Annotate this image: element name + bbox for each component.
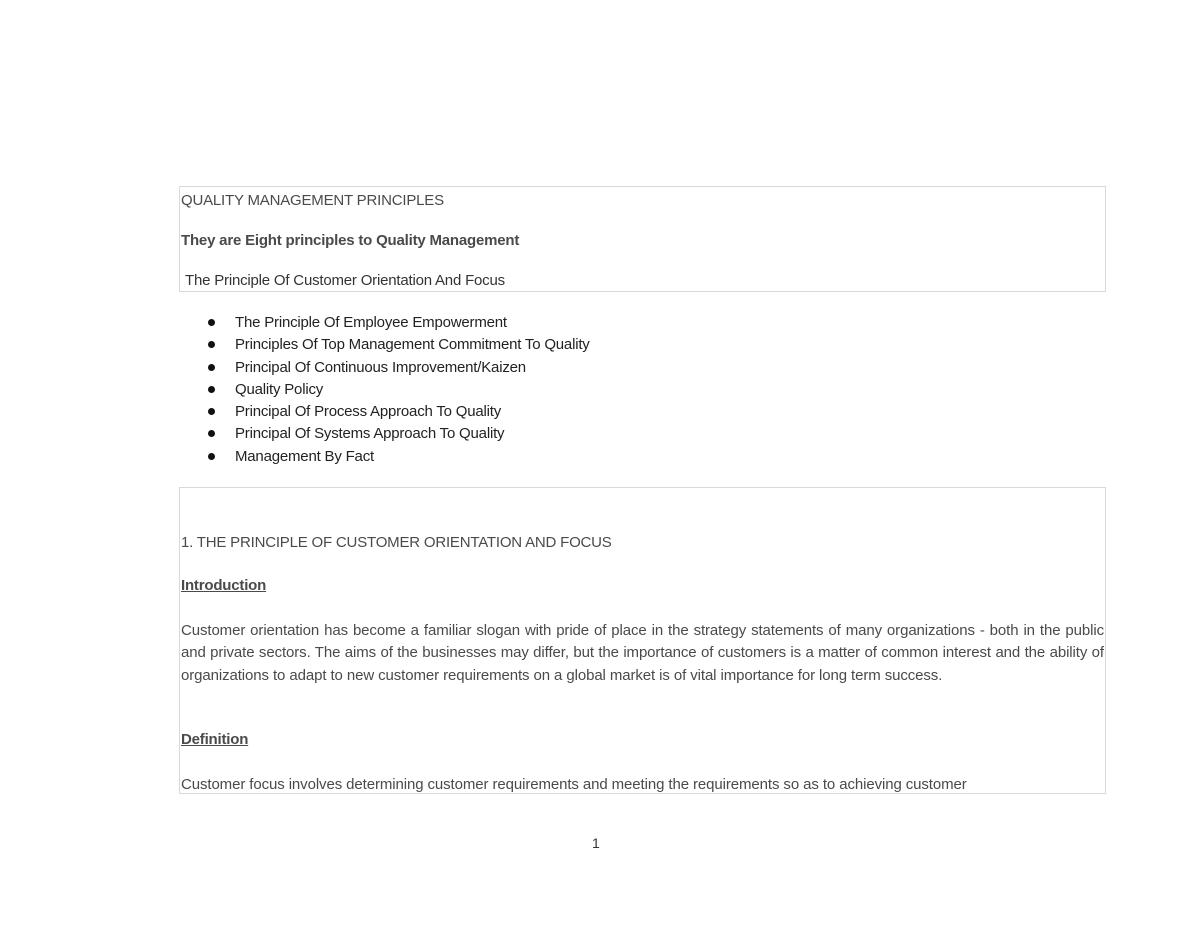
principles-list <box>208 312 590 468</box>
first-principle: The Principle Of Customer Orientation And Focus <box>185 272 505 289</box>
list-item <box>208 379 590 401</box>
list-item-label: Principal Of Process Approach To Quality <box>235 403 502 421</box>
document-subtitle: They are Eight principles to Quality Management <box>181 232 520 249</box>
section-title: 1. THE PRINCIPLE OF CUSTOMER ORIENTATION AND FOCUS <box>181 534 612 551</box>
page-number: 1 <box>592 835 600 851</box>
list-item <box>208 357 590 379</box>
list-item-label: Principal Of Continuous Improvement/Kaizen <box>235 358 526 376</box>
list-item-label: Principles Of Top Management Commitment To Quality <box>235 336 590 354</box>
bullet-icon <box>208 453 215 460</box>
header-text-box <box>179 186 1106 292</box>
definition-heading: Definition <box>181 731 249 748</box>
definition-paragraph: Customer focus involves determining customer requirements and meeting the requirements so as to achieving customer <box>181 776 967 793</box>
list-item <box>208 312 590 334</box>
bullet-icon <box>208 364 215 371</box>
section-text-box <box>179 487 1106 794</box>
list-item <box>208 423 590 445</box>
bullet-icon <box>208 319 215 326</box>
bullet-icon <box>208 341 215 348</box>
list-item-label: The Principle Of Employee Empowerment <box>235 314 507 331</box>
bullet-icon <box>208 430 215 437</box>
list-item-label: Quality Policy <box>235 380 324 398</box>
list-item <box>208 401 590 423</box>
bullet-icon <box>208 386 215 393</box>
list-item <box>208 446 590 468</box>
introduction-paragraph: Customer orientation has become a familiar slogan with pride of place in the strategy statements of many organizations - both in the public and private sectors. The aims of the businesses may differ, but the importance of customers is a matter of common interest and the ability of organizations to adapt to new customer requirements on a global market is of vital importance for long term success. <box>181 622 1104 684</box>
list-item <box>208 334 590 356</box>
document-title: QUALITY MANAGEMENT PRINCIPLES <box>181 192 444 209</box>
list-item-label: Principal Of Systems Approach To Quality <box>235 425 505 443</box>
introduction-heading: Introduction <box>181 577 267 594</box>
bullet-icon <box>208 408 215 415</box>
list-item-label: Management By Fact <box>235 447 374 465</box>
